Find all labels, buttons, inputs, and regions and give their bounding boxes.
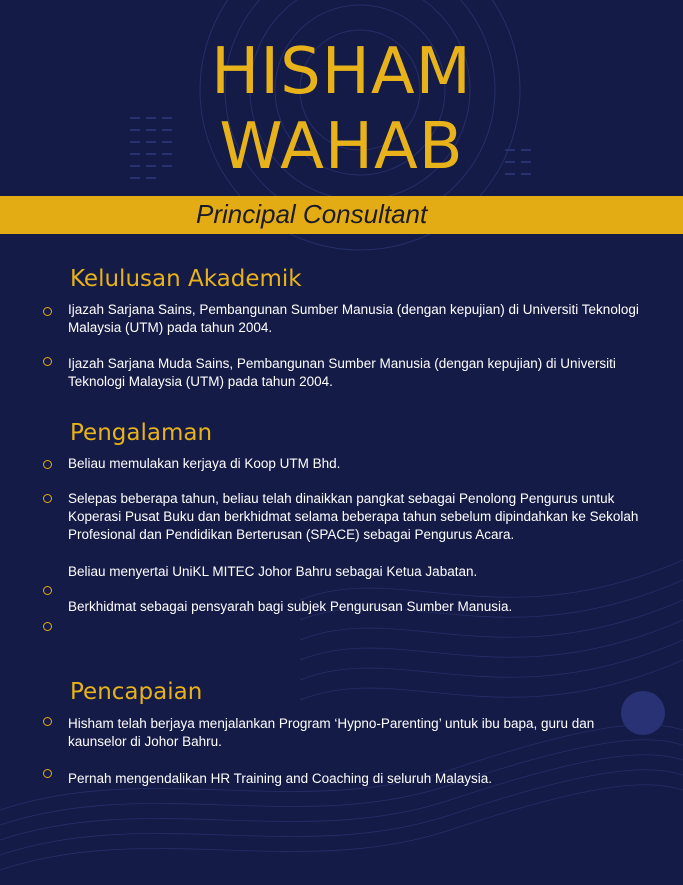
list-item: Ijazah Sarjana Muda Sains, Pembangunan Sumber Manusia (dengan kepujian) di Universiti Teknologi Malaysia (UTM) pada tahun 2004. [68,356,616,389]
list-item: Berkhidmat sebagai pensyarah bagi subjek Pengurusan Sumber Manusia. [68,599,513,614]
list-item: Pernah mengendalikan HR Training and Coaching di seluruh Malaysia. [68,771,492,786]
section-heading-achievements: Pencapaian [70,679,203,705]
section-heading-academic: Kelulusan Akademik [70,266,302,292]
bullet-icon [43,717,52,726]
section-heading-experience: Pengalaman [70,420,213,446]
job-title: Principal Consultant [196,199,428,229]
name-first: HISHAM [211,35,472,109]
bullet-icon [43,769,52,778]
list-item: Selepas beberapa tahun, beliau telah dinaikkan pangkat sebagai Penolong Pengurus untuk Koperasi Pusat Buku dan berkhidmat selama beberapa tahun sebelum dipindahkan ke Sekolah Profesional dan Pendidikan Berterusan (SPACE) sebagai Pengurus Acara. [68,491,639,542]
bullet-icon [43,494,52,503]
bullet-icon [43,357,52,366]
list-item: Beliau menyertai UniKL MITEC Johor Bahru sebagai Ketua Jabatan. [68,564,478,579]
list-item: Ijazah Sarjana Sains, Pembangunan Sumber Manusia (dengan kepujian) di Universiti Teknologi Malaysia (UTM) pada tahun 2004. [68,302,639,335]
bullet-icon [43,460,52,469]
bullet-icon [43,307,52,316]
list-item: Hisham telah berjaya menjalankan Program ‘Hypno-Parenting’ untuk ibu bapa, guru dan kaunselor di Johor Bahru. [68,716,595,749]
bullet-icon [43,622,52,631]
bullet-icon [43,586,52,595]
list-item: Beliau memulakan kerjaya di Koop UTM Bhd. [68,456,341,471]
name-last: WAHAB [219,110,464,184]
